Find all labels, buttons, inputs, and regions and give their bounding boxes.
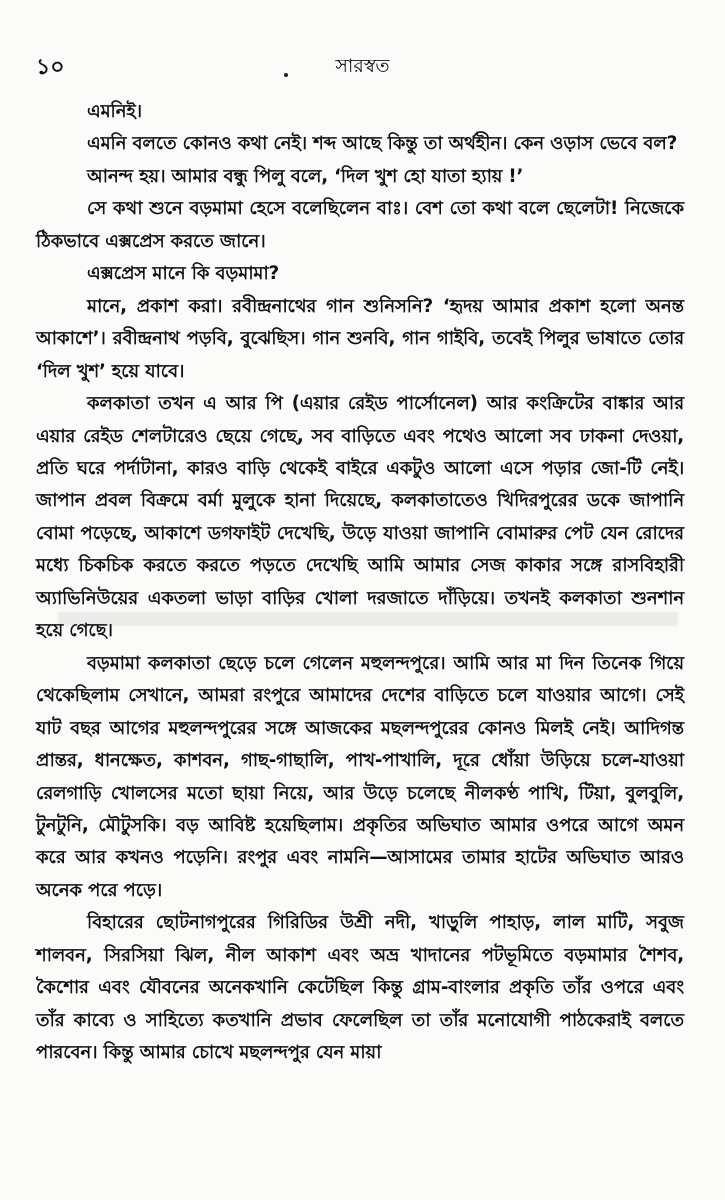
paragraph: বিহারের ছোটনাগপুরের গিরিডির উশ্রী নদী, খাড়ুলি পাহাড়, লাল মাটি, সবুজ শালবন, সিরসিয়া ঝিল, নীল আকাশ এবং অভ্র খাদানের পটভূমিতে বড়মামার শৈশব, কৈশোর এবং যৌবনের অনেকখানি কেটেছিল কিন্তু গ্রাম-বাংলার প্রকৃতি তাঁর ওপরে এবং তাঁর কাব্যে ও সাহিত্যে কতখানি প্রভাব ফেলেছিল তা তাঁর মনোযোগী পাঠকেরাই বলতে পারবেন। কিন্তু আমার চোখে মছলন্দপুর যেন মায়া — [36, 912, 684, 1064]
paragraph: কলকাতা তখন এ আর পি (এয়ার রেইড পার্সোনেল) আর কংক্রিটের বাঙ্কার আর এয়ার রেইড শেলটারেও ছেয়ে গেছে, সব বাড়িতে এবং পথেও আলো সব ঢাকনা দেওয়া, প্রতি ঘরে পর্দাটানা, কারও বাড়ি থেকেই বাইরে একটুও আলো এসে পড়ার জো-টি নেই। জাপান প্রবল বিক্রমে বর্মা মুলুকে হানা দিয়েছে, কলকাতাতেও খিদিরপুরের ডকে জাপানি বোমা পড়েছে, আকাশে ডগফাইট দেখেছি, উড়ে যাওয়া জাপানি বোমারুর পেট যেন রোদের মধ্যে চিকচিক করতে করতে পড়তে দেখেছি আমি আমার সেজ কাকার সঙ্গে রাসবিহারী অ্যাভিনিউয়ের একতলা ভাড়া বাড়ির খোলা দরজাতে দাঁড়িয়ে। তখনই কলকাতা শুনশান হয়ে গেছে। — [36, 393, 684, 642]
page-header — [36, 50, 689, 86]
page-number: ১০ — [36, 55, 65, 80]
paragraph: বড়মামা কলকাতা ছেড়ে চলে গেলেন মহুলন্দপুরে। আমি আর মা দিন তিনেক গিয়ে থেকেছিলাম সেখানে, আমরা রংপুরে আমাদের দেশের বাড়িতে চলে যাওয়ার আগে। সেই যাট বছর আগের মহুলন্দপুরের সঙ্গে আজকের মছলন্দপুরের কোনও মিলই নেই। আদিগন্ত প্রান্তর, ধানক্ষেত, কাশবন, গাছ-গাছালি, পাখ-পাখালি, দূরে ধোঁয়া উড়িয়ে চলে-যাওয়া রেলগাড়ি খোলসের মতো ছায়া নিয়ে, আর উড়ে চলেছে নীলকণ্ঠ পাখি, টিয়া, বুলবুলি, টুনটুনি, মৌটুসকি। বড় আবিষ্ট হয়েছিলাম। প্রকৃতির অভিঘাত আমার ওপরে আগে অমন করে আর কখনও পড়েনি। রংপুর এবং নামনি—আসামের তামার হাটের অভিঘাত আরও অনেক পরে পড়ে। — [36, 652, 684, 901]
print-speck — [284, 73, 288, 77]
paragraph: এমনি বলতে কোনও কথা নেই। শব্দ আছে কিন্তু তা অর্থহীন। কেন ওড়াস ভেবে বল? — [87, 133, 678, 155]
paragraph: এমনিই। — [87, 101, 142, 122]
paragraph: মানে, প্রকাশ করা। রবীন্দ্রনাথের গান শুনিসনি? ‘হৃদয় আমার প্রকাশ হলো অনন্ত আকাশে’। রবীন্দ্রনাথ পড়বি, বুঝেছিস। গান শুনবি, গান গাইবি, তবেই পিলুর ভাষাতে তোর ‘দিল খুশ’ হয়ে যাবে। — [36, 295, 684, 382]
paragraph: সে কথা শুনে বড়মামা হেসে বলেছিলেন বাঃ। বেশ তো কথা বলে ছেলেটা! নিজেকে ঠিকভাবে এক্সপ্রেস করতে জানে। — [36, 198, 684, 252]
running-title: সারস্বত — [335, 55, 390, 77]
body-text — [36, 96, 684, 1070]
paragraph: এক্সপ্রেস মানে কি বড়মামা? — [87, 263, 279, 285]
paragraph: আনন্দ হয়। আমার বন্ধু পিলু বলে, ‘দিল খুশ হো যাতা হ্যায় !’ — [87, 165, 524, 187]
